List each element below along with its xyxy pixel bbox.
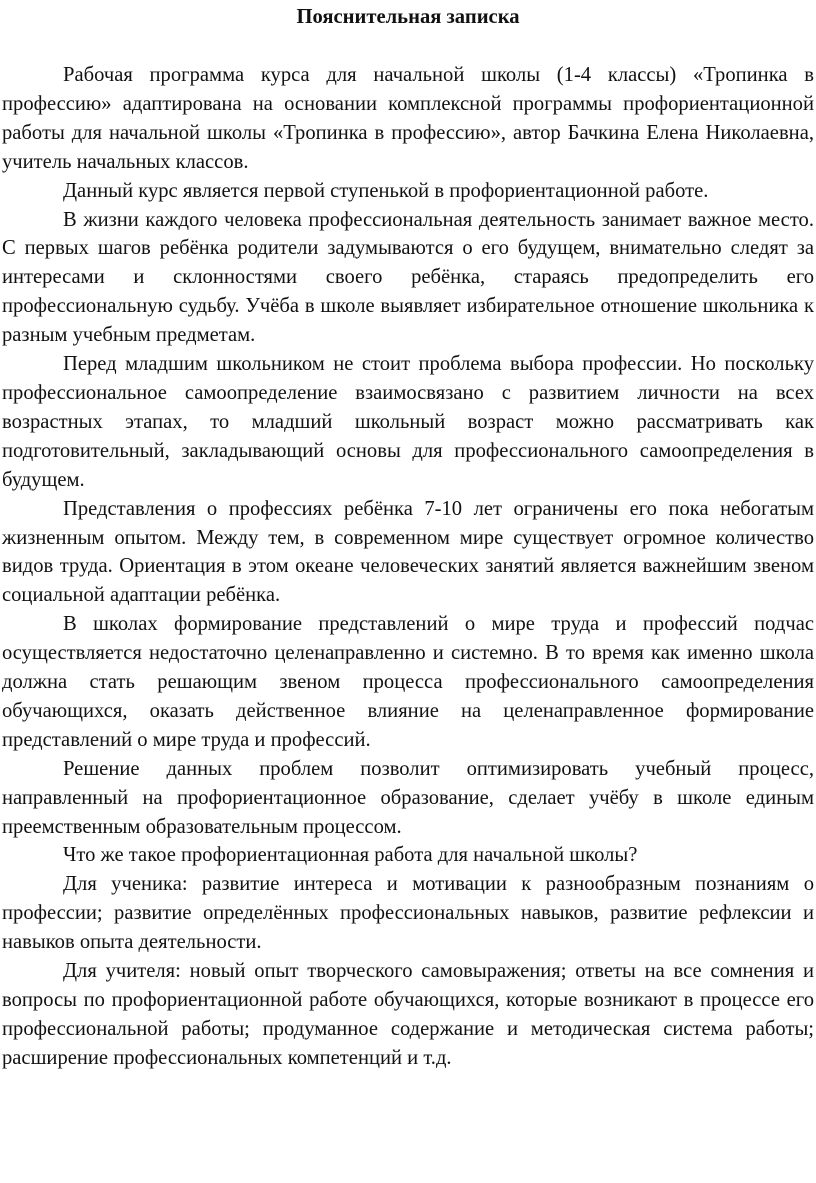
paragraph-solution: Решение данных проблем позволит оптимизировать учебный процесс, направленный на профориентационное образование, сделает учёбу в школе единым преемственным образовательным процессом. <box>2 757 814 838</box>
paragraph-junior-student: Перед младшим школьником не стоит проблема выбора профессии. Но поскольку профессиональное самоопределение взаимосвязано с развитием личности на всех возрастных этапах, то младший школьный возраст можно рассматривать как подготовительный, закладывающий основы для профессионального самоопределения в будущем. <box>2 353 814 491</box>
document-title: Пояснительная записка <box>296 6 520 28</box>
paragraph-ideas-about-professions: Представления о профессиях ребёнка 7-10 лет ограничены его пока небогатым жизненным опытом. Между тем, в современном мире существует огромное количество видов труда. Ориентация в этом океане человеческих занятий является важнейшим звеном социальной адаптации ребёнка. <box>2 497 814 607</box>
paragraph-question: Что же такое профориентационная работа для начальной школы? <box>63 844 638 867</box>
paragraph-intro: Рабочая программа курса для начальной школы (1-4 классы) «Тропинка в профессию» адаптирована на основании комплексной программы профориентационной работы для начальной школы «Тропинка в профессию», автор Бачкина Елена Николаевна, учитель начальных классов. <box>2 64 814 173</box>
paragraph-for-student: Для ученика: развитие интереса и мотивации к разнообразным познаниям о профессии; развитие определённых профессиональных навыков, развитие рефлексии и навыков опыта деятельности. <box>2 873 814 954</box>
paragraph-schools: В школах формирование представлений о мире труда и профессий подчас осуществляется недостаточно целенаправленно и системно. В то время как именно школа должна стать решающим звеном процесса профессионального самоопределения обучающихся, оказать действенное влияние на целенаправленное формирование представлений о мире труда и профессий. <box>2 613 814 751</box>
paragraph-first-step: Данный курс является первой ступенькой в профориентационной работе. <box>63 179 709 202</box>
paragraph-professional-life: В жизни каждого человека профессиональная деятельность занимает важное место. С первых шагов ребёнка родители задумываются о его будущем, внимательно следят за интересами и склонностями своего ребёнка, стараясь предопределить его профессиональную судьбу. Учёба в школе выявляет избирательное отношение школьника к разным учебным предметам. <box>2 208 814 347</box>
paragraph-for-teacher: Для учителя: новый опыт творческого самовыражения; ответы на все сомнения и вопросы по профориентационной работе обучающихся, которые возникают в процессе его профессиональной работы; продуманное содержание и методическая система работы; расширение профессиональных компетенций и т.д. <box>2 960 814 1069</box>
